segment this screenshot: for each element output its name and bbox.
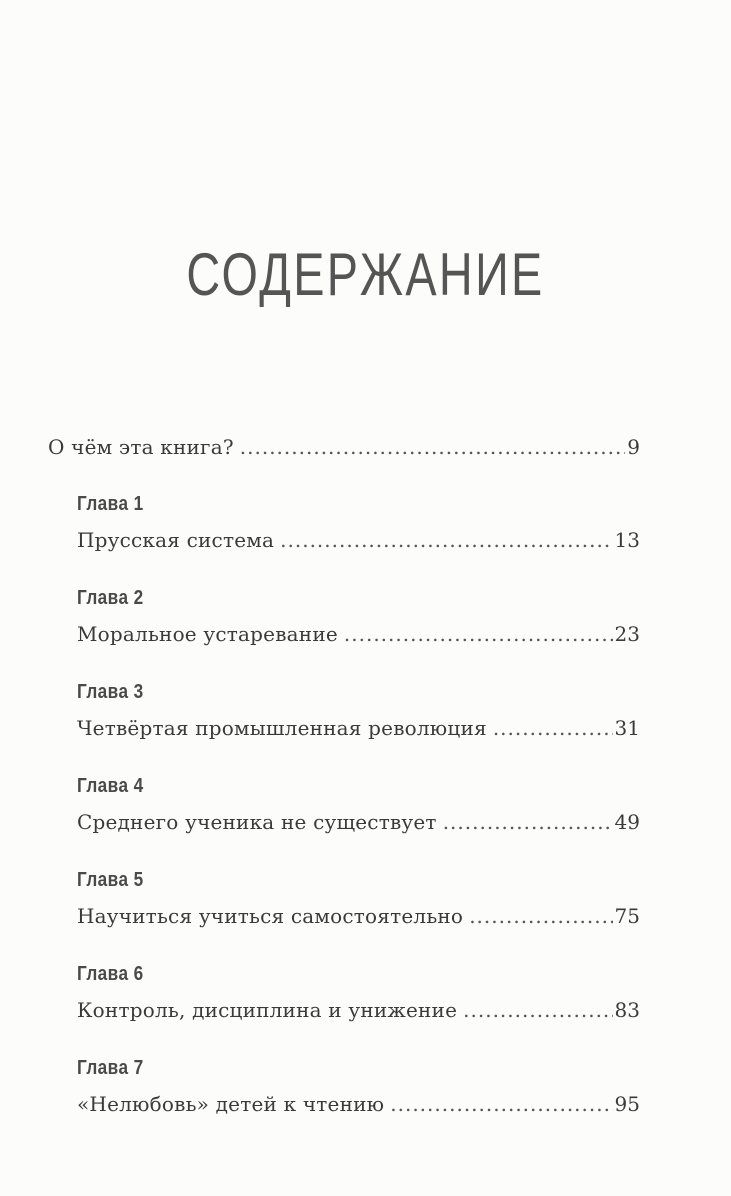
chapter-label: Глава 2 <box>77 587 144 609</box>
leader-dots <box>443 805 613 839</box>
leader-dots <box>390 1087 612 1121</box>
chapter-label: Глава 3 <box>77 681 144 703</box>
toc-entry-title: Прусская система <box>77 528 275 552</box>
leader-dots <box>469 899 612 933</box>
leader-dots <box>493 711 613 745</box>
toc-entry-title: Моральное устаревание <box>77 622 338 646</box>
toc-entry-title: О чём эта книга? <box>48 435 234 459</box>
leader-dots <box>344 617 613 651</box>
chapter-label: Глава 1 <box>77 493 144 515</box>
toc-entry <box>77 523 640 557</box>
toc-page-number: 75 <box>614 904 640 928</box>
chapter-label: Глава 6 <box>77 963 144 985</box>
toc-chapter-5 <box>77 861 640 933</box>
toc-entry-title: Четвёртая промышленная революция <box>77 716 487 740</box>
toc-page-number: 31 <box>614 716 640 740</box>
toc-entry-title: «Нелюбовь» детей к чтению <box>77 1092 385 1116</box>
toc-page-number: 13 <box>614 528 640 552</box>
toc-page-number: 23 <box>614 622 640 646</box>
toc-entry <box>77 1087 640 1121</box>
toc-entry <box>77 899 640 933</box>
toc-page-number: 49 <box>614 810 640 834</box>
toc-entry <box>77 805 640 839</box>
toc-page-number: 95 <box>614 1092 640 1116</box>
chapter-label: Глава 5 <box>77 869 144 891</box>
leader-dots <box>240 430 626 464</box>
toc-page-number: 83 <box>614 998 640 1022</box>
leader-dots <box>280 523 612 557</box>
toc-entry-intro <box>48 430 640 464</box>
chapter-label: Глава 7 <box>77 1057 144 1079</box>
toc-chapter-6 <box>77 955 640 1027</box>
leader-dots <box>463 993 612 1027</box>
chapter-label: Глава 4 <box>77 775 144 797</box>
toc-entry <box>77 711 640 745</box>
page-title: СОДЕРЖАНИЕ <box>186 241 545 308</box>
toc-chapter-2 <box>77 579 640 651</box>
toc-chapter-3 <box>77 673 640 745</box>
toc-entry <box>77 993 640 1027</box>
toc-chapter-1 <box>77 485 640 557</box>
toc-entry-title: Научиться учиться самостоятельно <box>77 904 464 928</box>
toc-chapter-7 <box>77 1049 640 1121</box>
toc-entry-title: Среднего ученика не существует <box>77 810 437 834</box>
toc-entry-title: Контроль, дисциплина и унижение <box>77 998 458 1022</box>
toc-chapter-4 <box>77 767 640 839</box>
toc-entry <box>77 617 640 651</box>
toc-page-number: 9 <box>627 435 640 459</box>
table-of-contents <box>48 430 640 1143</box>
